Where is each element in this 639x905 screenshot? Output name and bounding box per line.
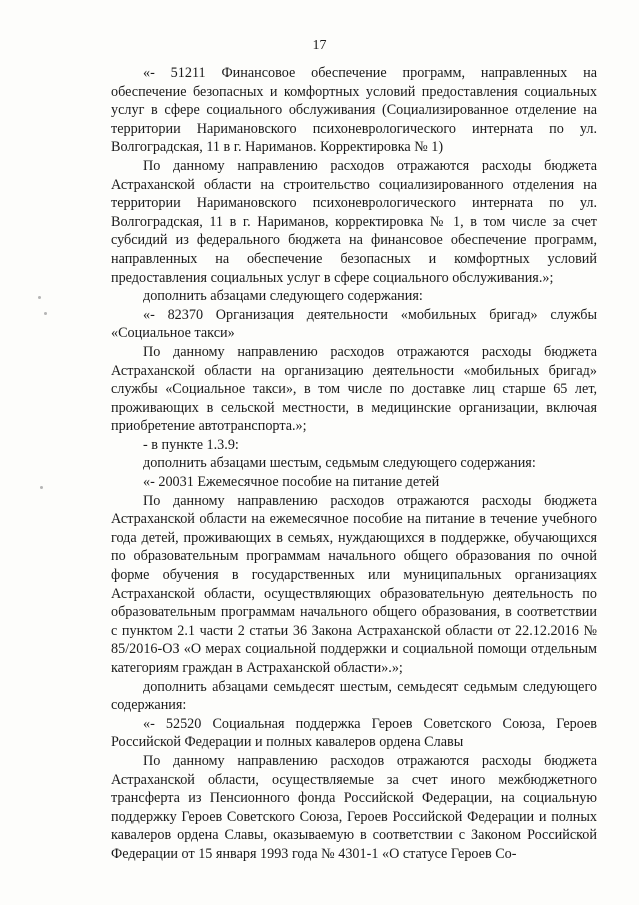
scan-speck xyxy=(38,296,41,299)
page-number: 17 xyxy=(312,38,327,53)
paragraph-52520-description: По данному направлению расходов отражаются расходы бюджета Астраханской области, осуществляемые за счет иного межбюджетного трансферта из Пенсионного фонда Российской Федерации, на социальную поддержку Героев Советского Союза, Героев Российской Федерации и полных кавалеров ордена Славы, оказываемую в соответствии с Законом Российской Федерации от 15 января 1993 года № 4301-1 «О статусе Героев Со- xyxy=(111,752,597,862)
paragraph-20031-description: По данному направлению расходов отражаются расходы бюджета Астраханской области на ежемесячное пособие на питание в течение учебного года детей, проживающих в семьях, нуждающихся в поддержке, обучающихся по образовательным программам начального общего образования по очной форме обучения в государственных или муниципальных организациях Астраханской области, осуществляющих образовательную деятельность по образовательным программам начального общего образования, в соответствии с пунктом 2.1 части 2 статьи 36 Закона Астраханской области от 22.12.2016 № 85/2016-ОЗ «О мерах социальной поддержки и социальной помощи отдельным категориям граждан в Астраханской области».»; xyxy=(111,492,597,676)
paragraph-add-instruction: дополнить абзацами следующего содержания: xyxy=(143,288,423,305)
paragraph-52520-heading: «- 52520 Социальная поддержка Героев Советского Союза, Героев Российской Федерации и полных кавалеров ордена Славы xyxy=(111,715,597,751)
paragraph-point-1-3-9: - в пункте 1.3.9: xyxy=(143,436,239,453)
scan-speck xyxy=(44,312,47,315)
paragraph-82370-description: По данному направлению расходов отражаются расходы бюджета Астраханской области на организацию деятельности «мобильных бригад» службы «Социальное такси», в том числе по доставке лиц старше 65 лет, проживающих в сельской местности, в медицинские организации, включая приобретение автотранспорта.»; xyxy=(111,343,597,435)
paragraph-add-76-77: дополнить абзацами семьдесят шестым, семьдесят седьмым следующего содержания: xyxy=(111,678,597,714)
paragraph-51211-description: По данному направлению расходов отражаются расходы бюджета Астраханской области на строительство социализированного отделения на территории Наримановского психоневрологического интерната по ул. Волгоградская, 11 в г. Нариманов, корректировка № 1, в том числе за счет субсидий из федерального бюджета на финансовое обеспечение программ, направленных на обеспечение безопасных и комфортных условий предоставления социальных услуг в сфере социального обслуживания.»; xyxy=(111,157,597,286)
paragraph-add-sixth-seventh: дополнить абзацами шестым, седьмым следующего содержания: xyxy=(143,455,536,472)
paragraph-20031-heading: «- 20031 Ежемесячное пособие на питание детей xyxy=(143,474,440,491)
paragraph-82370-heading: «- 82370 Организация деятельности «мобильных бригад» службы «Социальное такси» xyxy=(111,306,597,342)
paragraph-51211-heading: «- 51211 Финансовое обеспечение программ, направленных на обеспечение безопасных и комфортных условий предоставления социальных услуг в сфере социального обслуживания (Социализированное отделение на территории Наримановского психоневрологического интерната по ул. Волгоградская, 11 в г. Нариманов. Корректировка № 1) xyxy=(111,65,597,156)
document-body xyxy=(111,64,597,864)
scan-speck xyxy=(40,486,43,489)
